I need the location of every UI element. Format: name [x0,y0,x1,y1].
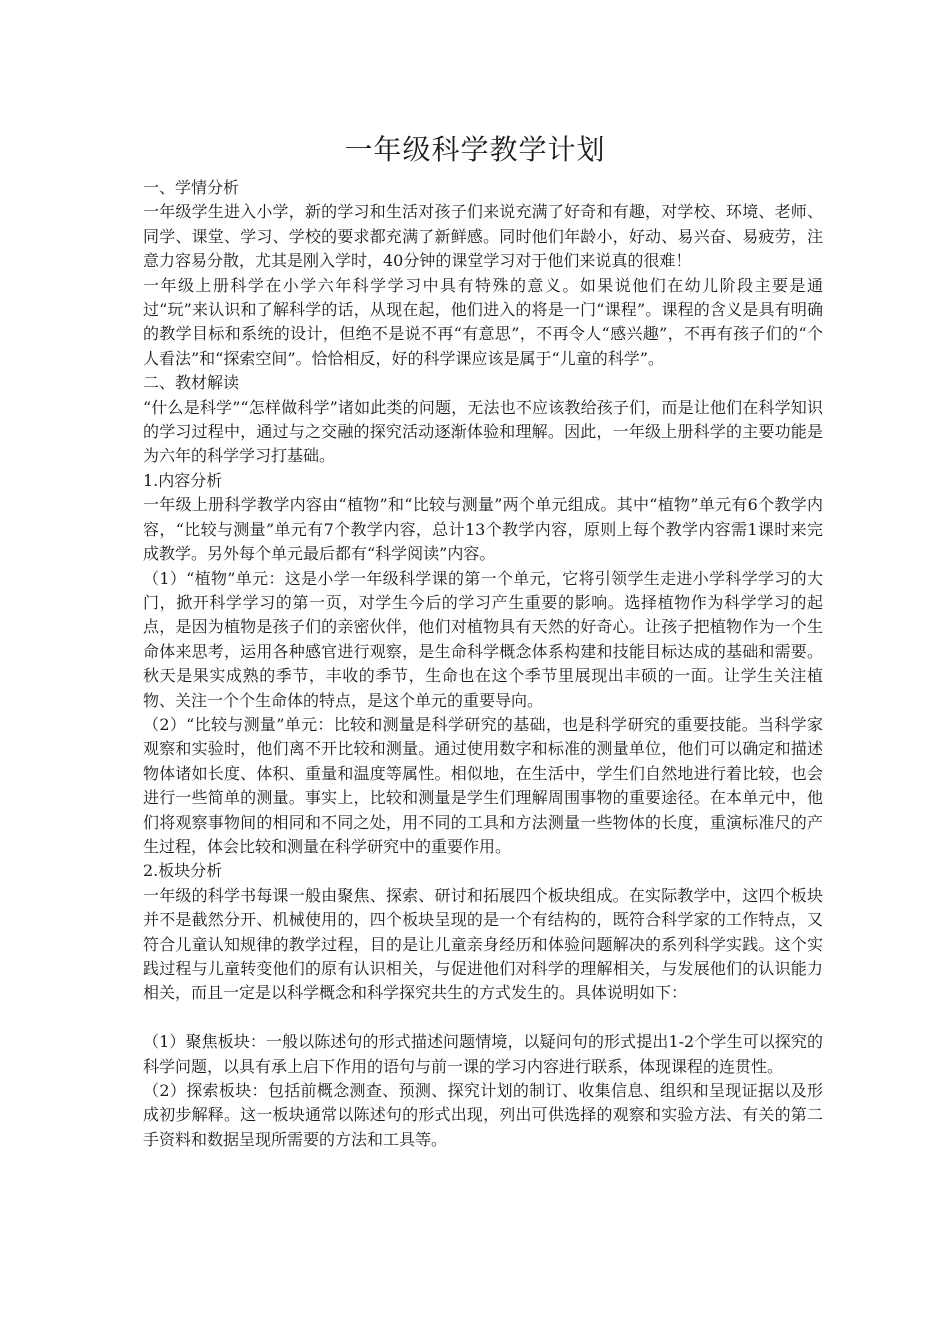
section-heading-1: 一、学情分析 [143,178,240,197]
subsection-heading-content-analysis: 1.内容分析 [143,470,223,490]
body-paragraph: （1）聚焦板块：一般以陈述句的形式描述问题情境，以疑问句的形式提出1-2个学生可以探究的科学问题，以具有承上启下作用的语句与前一课的学习内容进行联系，体现课程的连贯性。 [143,1032,823,1076]
body-paragraph: （1）“植物”单元：这是小学一年级科学课的第一个单元，它将引领学生走进小学科学学习的大门，掀开科学学习的第一页，对学生今后的学习产生重要的影响。选择植物作为科学学习的起点，是因为植物是孩子们的亲密伙伴，他们对植物具有天然的好奇心。让孩子把植物作为一个生命体来思考，运用各种感官进行观察，是生命科学概念体系构建和技能目标达成的基础和需要。秋天是果实成熟的季节，丰收的季节，生命也在这个季节里展现出丰硕的一面。让学生关注植物、关注一个个生命体的特点，是这个单元的重要导向。 [143,568,823,710]
section-heading-2: 二、教材解读 [143,373,240,393]
body-paragraph: 一年级学生进入小学，新的学习和生活对孩子们来说充满了好奇和有趣，对学校、环境、老师、同学、课堂、学习、学校的要求都充满了新鲜感。同时他们年龄小，好动、易兴奋、易疲劳，注意力容易分散，尤其是刚入学时，40分钟的课堂学习对于他们来说真的很难！ [143,202,823,271]
body-paragraph: 一年级上册科学在小学六年科学学习中具有特殊的意义。如果说他们在幼儿阶段主要是通过“玩”来认识和了解科学的话，从现在起，他们进入的将是一门“课程”。课程的含义是具有明确的教学目标和系统的设计，但绝不是说不再“有意思”，不再令人“感兴趣”，不再有孩子们的“个人看法”和“探索空间”。恰恰相反，好的科学课应该是属于“儿童的科学”。 [143,275,823,368]
body-paragraph: （2）“比较与测量”单元：比较和测量是科学研究的基础，也是科学研究的重要技能。当科学家观察和实验时，他们离不开比较和测量。通过使用数字和标准的测量单位，他们可以确定和描述物体诸如长度、体积、重量和温度等属性。相似地，在生活中，学生们自然地进行着比较，也会进行一些简单的测量。事实上，比较和测量是学生们理解周围事物的重要途径。在本单元中，他们将观察事物间的相同和不同之处，用不同的工具和方法测量一些物体的长度，重演标准尺的产生过程，体会比较和测量在科学研究中的重要作用。 [143,714,823,856]
body-paragraph: 一年级的科学书每课一般由聚焦、探索、研讨和拓展四个板块组成。在实际教学中，这四个板块并不是截然分开、机械使用的，四个板块呈现的是一个有结构的，既符合科学家的工作特点，又符合儿童认知规律的教学过程，目的是让儿童亲身经历和体验问题解决的系列科学实践。这个实践过程与儿童转变他们的原有认识相关，与促进他们对科学的理解相关，与发展他们的认识能力相关，而且一定是以科学概念和科学探究共生的方式发生的。具体说明如下： [143,885,823,1003]
subsection-heading-block-analysis: 2.板块分析 [143,861,223,881]
body-paragraph: （2）探索板块：包括前概念测查、预测、探究计划的制订、收集信息、组织和呈现证据以及形成初步解释。这一板块通常以陈述句的形式出现，列出可供选择的观察和实验方法、有关的第二手资料和数据呈现所需要的方法和工具等。 [143,1081,823,1149]
document-title: 一年级科学教学计划 [344,133,606,166]
body-paragraph: “什么是科学”“怎样做科学”诸如此类的问题，无法也不应该教给孩子们，而是让他们在科学知识的学习过程中，通过与之交融的探究活动逐渐体验和理解。因此，一年级上册科学的主要功能是为六年的科学学习打基础。 [143,397,823,466]
blank-line [143,1006,823,1030]
document-body [143,176,823,1152]
body-paragraph: 一年级上册科学教学内容由“植物”和“比较与测量”两个单元组成。其中“植物”单元有6个教学内容，“比较与测量”单元有7个教学内容，总计13个教学内容，原则上每个教学内容需1课时来完成教学。另外每个单元最后都有“科学阅读”内容。 [143,495,823,564]
